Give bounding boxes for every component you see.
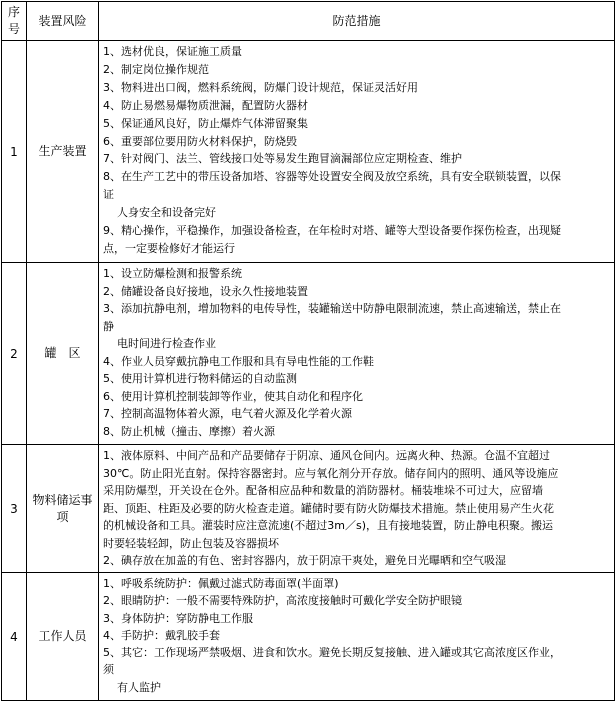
measure-line: 5、保证通风良好，防止爆炸气体滞留聚集: [103, 116, 308, 130]
row-risk: 生产装置: [27, 41, 99, 263]
measure-line: 1、液体原料、中间产品和产品要储存于阴凉、通风仓间内。远离火种、热源。仓温不宜超过: [103, 449, 550, 462]
header-risk: 装置风险: [27, 2, 99, 41]
measure-line: 距、顶距、柱距及必要的防火检查走道。罐储时要有防火防爆技术措施。禁止使用易产生火花: [103, 501, 554, 515]
measure-line: 3、身体防护：穿防静电工作服: [103, 611, 253, 625]
measure-line: 8、在生产工艺中的带压设备加塔、容器等处设置安全阀及放空系统，具有安全联锁装置，以保: [103, 170, 561, 184]
measure-line: 7、控制高温物体着火源，电气着火源及化学着火源: [103, 407, 352, 420]
row-number: 1: [2, 41, 27, 263]
table-row: [2, 445, 615, 573]
header-row: [2, 2, 615, 41]
measure-line: 4、手防护：戴乳胶手套: [103, 628, 220, 642]
safety-measures-table: [1, 1, 615, 701]
measure-line: 4、防止易燃易爆物质泄漏，配置防火器材: [103, 98, 308, 112]
table-row: [2, 263, 615, 445]
measure-line: 2、储罐设备良好接地，设永久性接地装置: [103, 284, 308, 298]
measure-line: 点，一定要检修好才能运行: [103, 241, 235, 255]
measure-line: 30℃。防止阳光直射。保持容器密封。应与氧化剂分开存放。储存间内的照明、通风等设施应: [103, 466, 559, 480]
header-measures: 防范措施: [99, 2, 615, 41]
measure-line: 5、使用计算机进行物料储运的自动监测: [103, 372, 297, 385]
measure-line: 6、重要部位要用防火材料保护，防烧毁: [103, 134, 297, 148]
row-number: 4: [2, 573, 27, 701]
measure-line: 人身安全和设备完好: [103, 206, 216, 220]
measure-line: 8、防止机械（撞击、摩擦）着火源: [103, 424, 275, 438]
measure-line: 时要轻装轻卸，防止包装及容器损坏: [103, 536, 279, 550]
table-row: [2, 573, 615, 701]
measure-line: 1、呼吸系统防护：佩戴过滤式防毒面罩(半面罩): [103, 577, 339, 590]
measure-line: 2、碘存放在加盖的有色、密封容器内，放于阴凉干爽处，避免日光曝晒和空气吸湿: [103, 554, 506, 567]
measure-line: 采用防爆型，开关设在仓外。配备相应品种和数量的消防器材。桶装堆垛不可过大，应留墙: [103, 484, 543, 497]
measure-line: 1、设立防爆检测和报警系统: [103, 267, 242, 280]
row-measures: [99, 573, 615, 701]
row-measures: [99, 445, 615, 573]
row-number: 2: [2, 263, 27, 445]
measure-line: 2、眼睛防护：一般不需要特殊防护，高浓度接触时可戴化学安全防护眼镜: [103, 594, 462, 608]
measure-line: 4、作业人员穿戴抗静电工作服和具有导电性能的工作鞋: [103, 354, 374, 368]
measure-line: 3、添加抗静电剂，增加物料的电传导性，装罐输送中防静电限制流速，禁止高速输送，禁止在: [103, 302, 561, 315]
measure-line: 3、物料进出口阀，燃料系统阀，防爆门设计规范，保证灵活好用: [103, 80, 418, 94]
measure-line: 7、针对阀门、法兰、管线接口处等易发生跑冒滴漏部位应定期检查、维护: [103, 152, 462, 166]
row-measures: [99, 263, 615, 445]
measure-line: 9、精心操作，平稳操作，加强设备检查，在年检时对塔、罐等大型设备要作探伤检查，出现疑: [103, 224, 561, 238]
measure-line: 须: [103, 663, 114, 677]
measure-line: 有人监护: [103, 680, 161, 694]
measure-line: 的机械设备和工具。灌装时应注意流速(不超过3m／s)，且有接地装置，防止静电积聚。搬运: [103, 519, 554, 532]
table-row: [2, 41, 615, 263]
measure-line: 证: [103, 188, 114, 202]
measure-line: 静: [103, 319, 114, 333]
row-risk: 罐 区: [27, 263, 99, 445]
measure-line: 电时间进行检查作业: [103, 337, 216, 350]
measure-line: 5、其它：工作现场严禁吸烟、进食和饮水。避免长期反复接触、进入罐或其它高浓度区作业，: [103, 646, 561, 660]
row-risk: 物料储运事项: [27, 445, 99, 573]
row-risk: 工作人员: [27, 573, 99, 701]
row-number: 3: [2, 445, 27, 573]
measure-line: 2、制定岗位操作规范: [103, 62, 209, 76]
measure-line: 6、使用计算机控制装卸等作业，使其自动化和程序化: [103, 389, 363, 403]
measure-line: 1、选材优良，保证施工质量: [103, 45, 242, 58]
header-no: 序 号: [2, 2, 27, 41]
row-measures: [99, 41, 615, 263]
